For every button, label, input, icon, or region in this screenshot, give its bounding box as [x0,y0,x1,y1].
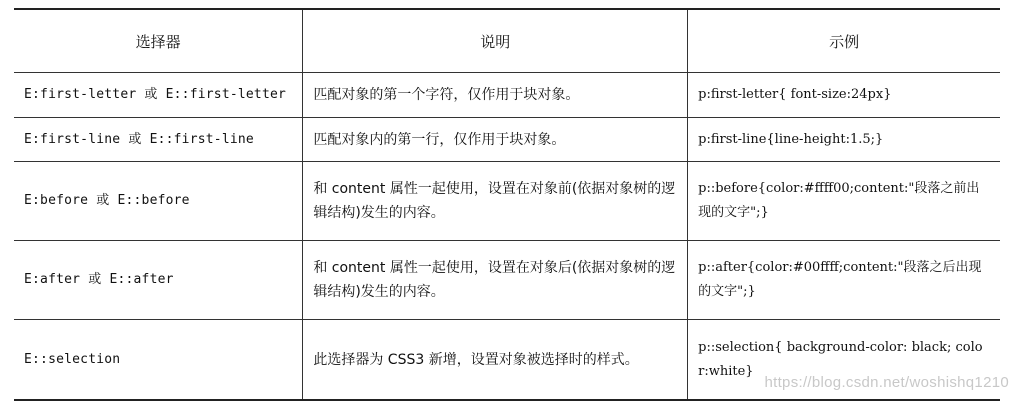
selector-cell: E:first-letter 或 E::first-letter [14,73,303,118]
table-row [14,241,1000,320]
header-example: 示例 [688,9,1000,73]
table-row [14,162,1000,241]
table-row [14,118,1000,162]
description-cell: 和 content 属性一起使用，设置在对象前(依据对象树的逻辑结构)发生的内容。 [303,162,688,241]
selector-cell: E:before 或 E::before [14,162,303,241]
example-cell: p::after{color:#00ffff;content:"段落之后出现的文字";} [688,241,1000,320]
description-cell: 和 content 属性一起使用，设置在对象后(依据对象树的逻辑结构)发生的内容。 [303,241,688,320]
header-selector: 选择器 [14,9,303,73]
pseudo-selector-table-wrapper [14,8,1000,401]
header-description: 说明 [303,9,688,73]
example-cell: p::selection{ background-color: black; color:white} [688,320,1000,401]
description-cell: 此选择器为 CSS3 新增，设置对象被选择时的样式。 [303,320,688,401]
example-cell: p:first-letter{ font-size:24px} [688,73,1000,118]
blog-watermark: https://blog.csdn.net/woshishq1210 [764,374,1009,391]
table-row [14,73,1000,118]
selector-cell: E:first-line 或 E::first-line [14,118,303,162]
pseudo-selector-table [14,8,1000,401]
example-cell: p::before{color:#ffff00;content:"段落之前出现的文字";} [688,162,1000,241]
selector-cell: E:after 或 E::after [14,241,303,320]
description-cell: 匹配对象内的第一行，仅作用于块对象。 [303,118,688,162]
description-cell: 匹配对象的第一个字符，仅作用于块对象。 [303,73,688,118]
example-cell: p:first-line{line-height:1.5;} [688,118,1000,162]
selector-cell: E::selection [14,320,303,401]
table-header-row [14,9,1000,73]
